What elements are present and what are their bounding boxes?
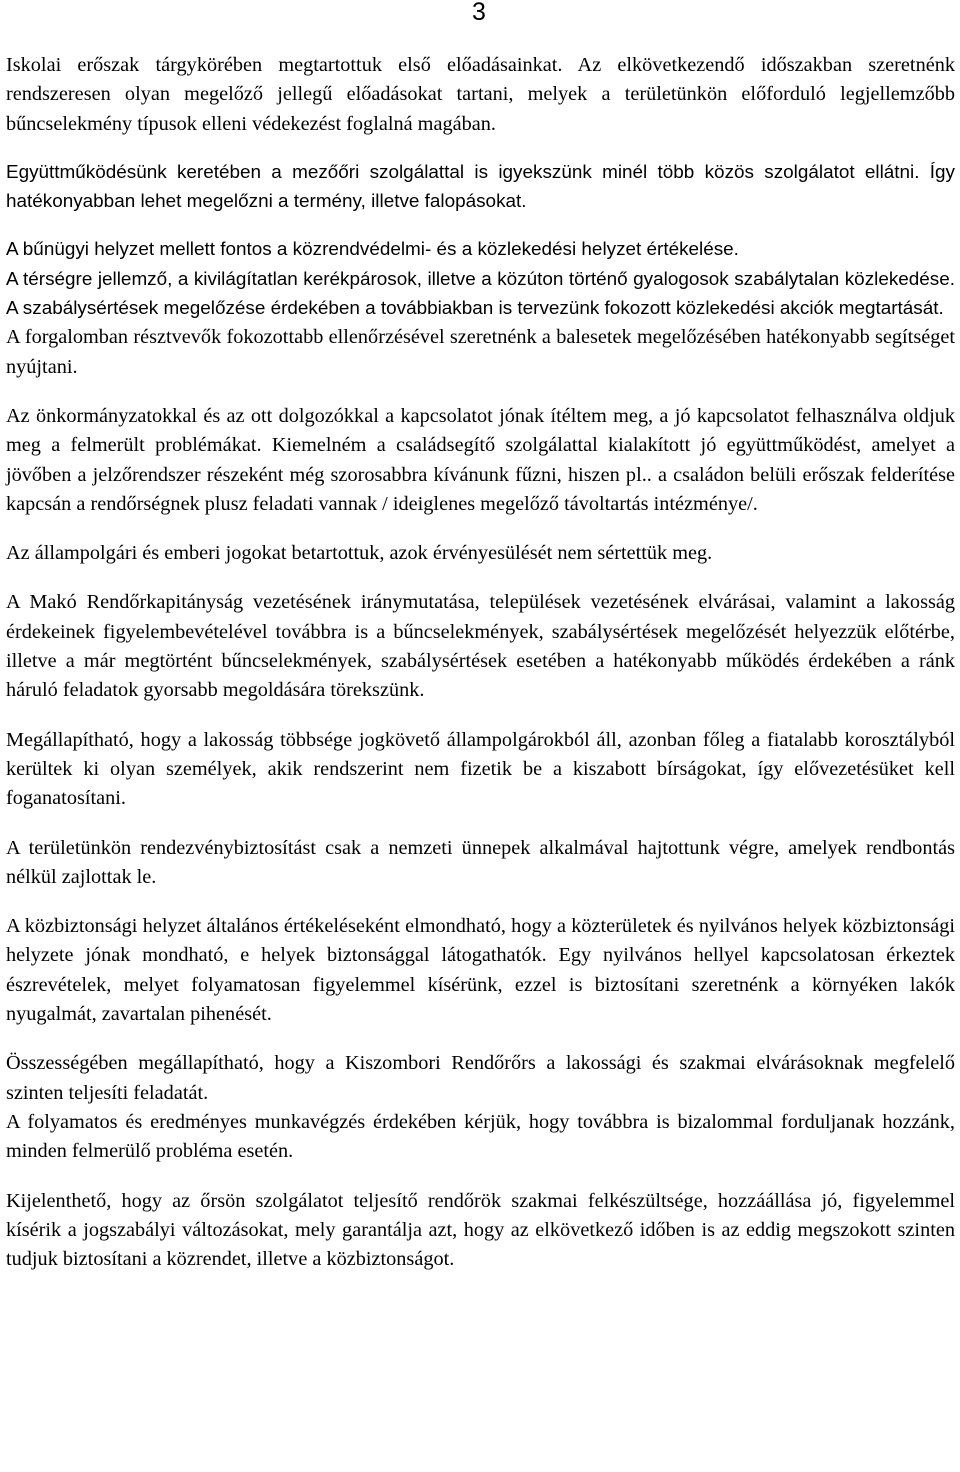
paragraph-staff-preparedness: Kijelenthető, hogy az őrsön szolgálatot teljesítő rendőrök szakmai felkészültsége, hozzáállása jó, figyelemmel kísérik a jogszabályi változásokat, mely garantálja azt, hogy az elkövetkező időben is az eddig megszokott szinten tudjuk biztosítani a közrendet, illetve a közbiztonságot. <box>6 1189 955 1271</box>
paragraph-school-violence: Iskolai erőszak tárgykörében megtartottuk első előadásainkat. Az elkövetkezendő időszakban szeretnénk rendszeresen olyan megelőző jellegű előadásokat tartani, melyek a területünkön előforduló legjellemzőbb bűncselekmény típusok elleni védekezést foglalná magában. <box>6 54 955 135</box>
paragraph-traffic-control: A forgalomban résztvevők fokozottabb ellenőrzésével szeretnénk a balesetek megelőzésében hatékonyabb segítséget nyújtani. <box>6 326 955 378</box>
document-body <box>6 51 955 1274</box>
paragraph-local-governments: Az önkormányzatokkal és az ott dolgozókkal a kapcsolatot jónak ítéltem meg, a jó kapcsolatot felhasználva oldjuk meg a felmerült problémákat. Kiemelném a családsegítő szolgálattal kialakított jó együttműködést, amelyet a jövőben a jelzőrendszer részeként még szorosabbra kívánunk fűzni, hiszen pl.. a családon belüli erőszak felderítése kapcsán a rendőrségnek plusz feladati vannak / ideiglenes megelőző távoltartás intézménye/. <box>6 404 955 515</box>
paragraph-overall-assessment: Összességében megállapítható, hogy a Kiszombori Rendőrőrs a lakossági és szakmai elvárásoknak megfelelő szinten teljesíti feladatát. <box>6 1052 955 1104</box>
paragraph-law-abiding-population: Megállapítható, hogy a lakosság többsége jogkövető állampolgárokból áll, azonban főleg a fiatalabb korosztályból kerültek ki olyan személyek, akik rendszerint nem fizetik be a kiszabott bírságokat, így elővezetésüket kell foganatosítani. <box>6 728 955 810</box>
page-number: 3 <box>472 0 486 26</box>
paragraph-mako-police-guidance: A Makó Rendőrkapitányság vezetésének iránymutatása, települések vezetésének elvárásai, valamint a lakosság érdekeinek figyelembevételével továbbra is a bűncselekmények, szabálysértések megelőzését helyezzük előtérbe, illetve a már megtörtént bűncselekmények, szabálysértések esetében a hatékonyabb működés érdekében a ránk háruló feladatok gyorsabb megoldására törekszünk. <box>6 591 955 702</box>
paragraph-public-order-evaluation: A bűnügyi helyzet mellett fontos a közrendvédelmi- és a közlekedési helyzet értékelése. <box>6 239 739 261</box>
paragraph-request-for-trust: A folyamatos és eredményes munkavégzés érdekében kérjük, hogy továbbra is bizalommal forduljanak hozzánk, minden felmerülő probléma esetén. <box>6 1110 955 1163</box>
paragraph-event-security: A területünkön rendezvénybiztosítást csak a nemzeti ünnepek alkalmával hajtottunk végre, amelyek rendbontás nélkül zajlottak le. <box>6 836 955 888</box>
paragraph-field-guard-cooperation: Együttműködésünk keretében a mezőőri szolgálattal is igyekszünk minél több közös szolgálatot ellátni. Így hatékonyabban lehet megelőzni a termény, illetve falopásokat. <box>6 161 955 213</box>
paragraph-public-safety-assessment: A közbiztonsági helyzet általános értékeléseként elmondható, hogy a közterületek és nyilvános helyek közbiztonsági helyzete jónak mondható, e helyek biztonsággal látogathatók. Egy nyilvános hellyel kapcsolatosan érkeztek észrevételek, melyet folyamatosan figyelemmel kísérünk, ezzel is biztosítani szeretnénk a környéken lakók nyugalmát, zavartalan pihenését. <box>6 915 955 1026</box>
paragraph-civil-rights: Az állampolgári és emberi jogokat betartottuk, azok érvényesülését nem sértettük meg. <box>6 542 713 565</box>
paragraph-traffic-violations: A térségre jellemző, a kivilágítatlan kerékpárosok, illetve a közúton történő gyalogosok szabálytalan közlekedése. A szabálysértések megelőzése érdekében a továbbiakban is tervezünk fokozott közlekedési akciók megtartását. <box>6 268 955 320</box>
